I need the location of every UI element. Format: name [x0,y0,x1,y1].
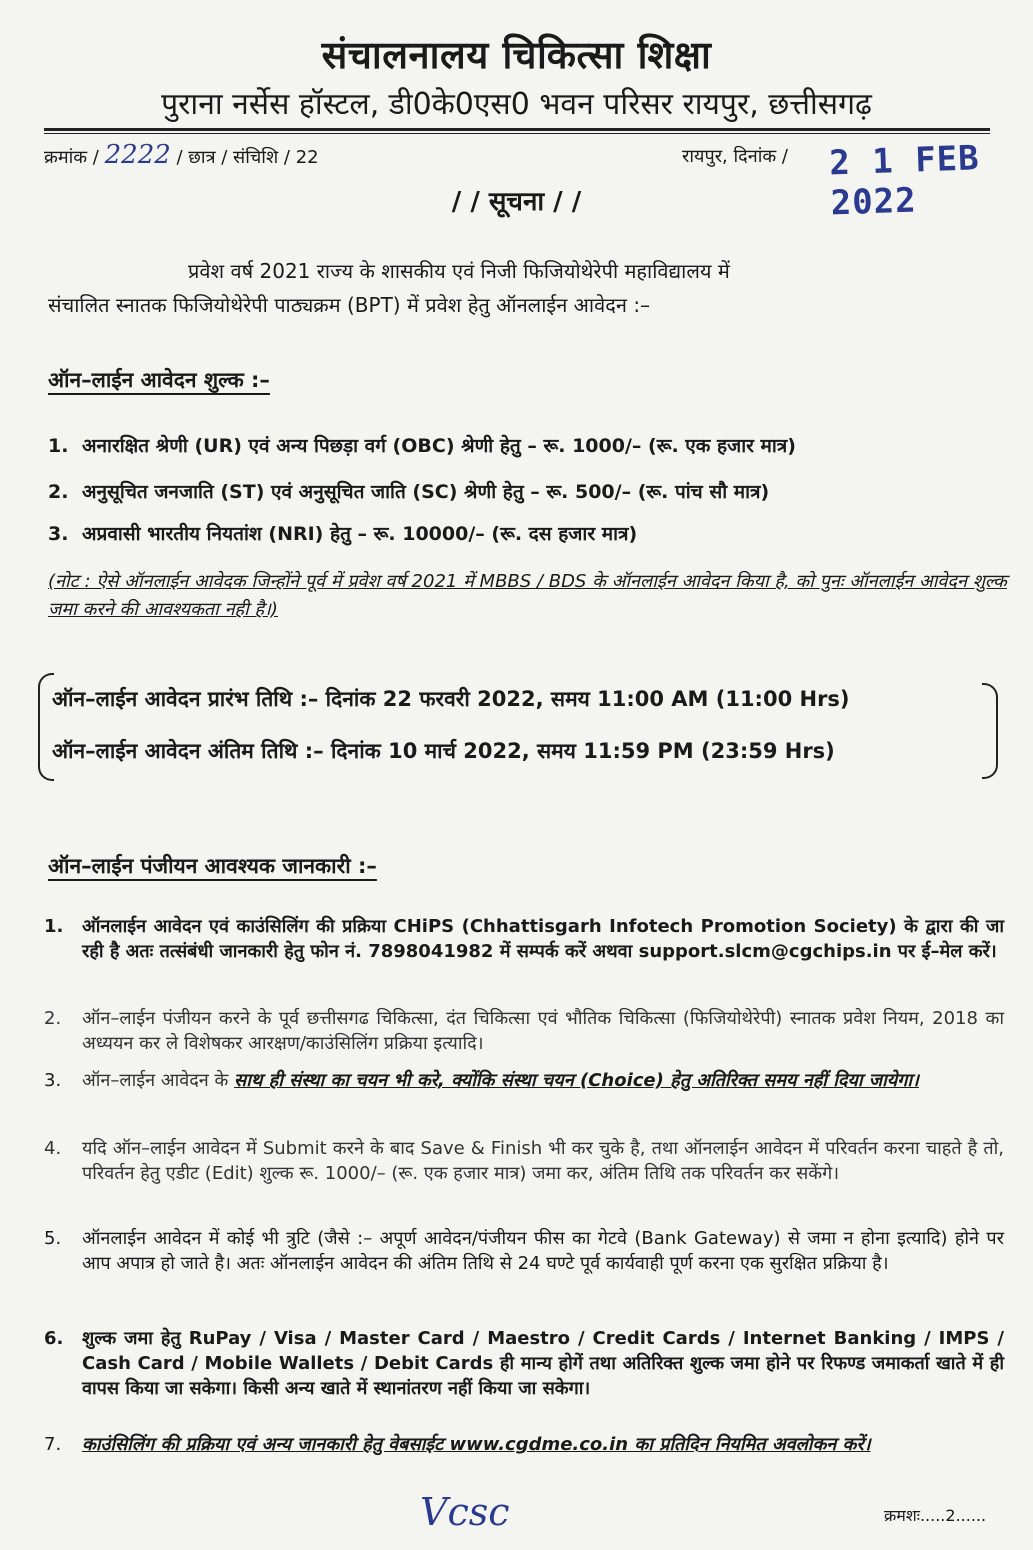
fee-note: (नोट : ऐसे ऑनलाईन आवेदक जिन्होंने पूर्व में प्रवेश वर्ष 2021 में MBBS / BDS के ऑनलाईन आवेदन किया है, को पुनः ऑनलाईन आवेदन शुल्क जमा करने की आवश्यकता नही है।) [48,571,1007,620]
intro-line-2: संचालित स्नातक फिजियोथेरेपी पाठ्यक्रम (BPT) में प्रवेश हेतु ऑनलाईन आवेदन :– [48,293,651,317]
list-item: 2. ऑन–लाईन पंजीयन करने के पूर्व छत्तीसगढ चिकित्सा, दंत चिकित्सा एवं भौतिक चिकित्सा (फिजियोथेरेपी) स्नातक प्रवेश नियम, 2018 का अध्ययन कर ले विशेषकर आरक्षण/काउंसिलिंग प्रक्रिया इत्यादि। [44,1008,1004,1054]
date-label: रायपुर, दिनांक / [682,146,788,167]
registration-heading: ऑन–लाईन पंजीयन आवश्यक जानकारी :– [48,854,377,878]
dates-box [38,673,998,781]
notice-title: / / सूचना / / [451,187,582,217]
list-item: 5. ऑनलाईन आवेदन में कोई भी त्रुटि (जैसे :– अपूर्ण आवेदन/पंजीयन फीस का गेटवे (Bank Gateway) से जमा न होना इत्यादि) होने पर आप अपात्र हो जाते है। अतः ऑनलाईन आवेदन की अंतिम तिथि से 24 घण्टे पूर्व कार्यवाही पूर्ण करना एक सुरक्षित प्रक्रिया है। [44,1228,1004,1274]
list-item: 3. ऑन–लाईन आवेदन के साथ ही संस्था का चयन भी करे, क्योंकि संस्था चयन (Choice) हेतु अतिरिक्त समय नहीं दिया जायेगा। [44,1070,919,1091]
continued-marker: क्रमशः.....2...... [884,1506,987,1525]
start-date: ऑन–लाईन आवेदन प्रारंभ तिथि :– दिनांक 22 फरवरी 2022, समय 11:00 AM (11:00 Hrs) [52,687,850,711]
list-item: 6. शुल्क जमा हेतु RuPay / Visa / Master Card / Maestro / Credit Cards / Internet Banking / IMPS / Cash Card / Mobile Wallets / Debit Cards ही मान्य होगें तथा अतिरिक्त शुल्क जमा होने पर रिफण्ड जमाकर्ता खाते में ही वापस किया जा सकेगा। किसी अन्य खाते में स्थानांतरण नहीं किया जा सकेगा। [44,1328,1004,1399]
date-stamp: 2 1 FEB 2022 [828,138,981,224]
intro-line-1: प्रवेश वर्ष 2021 राज्य के शासकीय एवं निजी फिजियोथेरेपी महाविद्यालय में [188,259,730,283]
ref-suffix: / छात्र / संचिशि / 22 [176,147,319,168]
fee-item: 3. अप्रवासी भारतीय नियतांश (NRI) हेतु – रू. 10000/– (रू. दस हजार मात्र) [48,523,638,545]
end-date: ऑन–लाईन आवेदन अंतिम तिथि :– दिनांक 10 मार्च 2022, समय 11:59 PM (23:59 Hrs) [52,739,835,763]
handwritten-signature: Vcsc [420,1490,510,1534]
header-rule [44,128,990,131]
fee-item: 2. अनुसूचित जनजाति (ST) एवं अनुसूचित जाति (SC) श्रेणी हेतु – रू. 500/– (रू. पांच सौ मात्र) [48,481,770,503]
org-title: संचालनालय चिकित्सा शिक्षा [321,33,712,77]
list-item: 7. काउंसिलिंग की प्रक्रिया एवं अन्य जानकारी हेतु वेबसाईट www.cgdme.co.in का प्रतिदिन नियमित अवलोकन करें। [44,1434,871,1455]
header-rule-thin [44,133,990,134]
ref-prefix: क्रमांक / [44,147,99,168]
list-item: 1. ऑनलाईन आवेदन एवं काउंसिलिंग की प्रक्रिया CHiPS (Chhattisgarh Infotech Promotion Society) के द्वारा की जा रही है अतः तत्संबंधी जानकारी हेतु फोन नं. 7898041982 में सम्पर्क करें अथवा support.slcm@cgchips.in पर ई–मेल करें। [44,916,1004,962]
fees-heading: ऑन–लाईन आवेदन शुल्क :– [48,368,270,392]
intro-paragraph [48,254,1003,322]
fee-item: 1. अनारक्षित श्रेणी (UR) एवं अन्य पिछड़ा वर्ग (OBC) श्रेणी हेतु – रू. 1000/– (रू. एक हजार मात्र) [48,435,796,457]
ref-number: 2222 [104,140,171,170]
org-address: पुराना नर्सेस हॉस्टल, डी0के0एस0 भवन परिसर रायपुर, छत्तीसगढ़ [161,87,872,122]
list-item: 4. यदि ऑन–लाईन आवेदन में Submit करने के बाद Save & Finish भी कर चुके है, तथा ऑनलाईन आवेदन में परिवर्तन करना चाहते है तो, परिवर्तन हेतु एडीट (Edit) शुल्क रू. 1000/– (रू. एक हजार मात्र) जमा कर, अंतिम तिथि तक परिवर्तन कर सकेंगे। [44,1138,1004,1184]
bracket-right [982,683,998,779]
reference-line [44,140,319,170]
